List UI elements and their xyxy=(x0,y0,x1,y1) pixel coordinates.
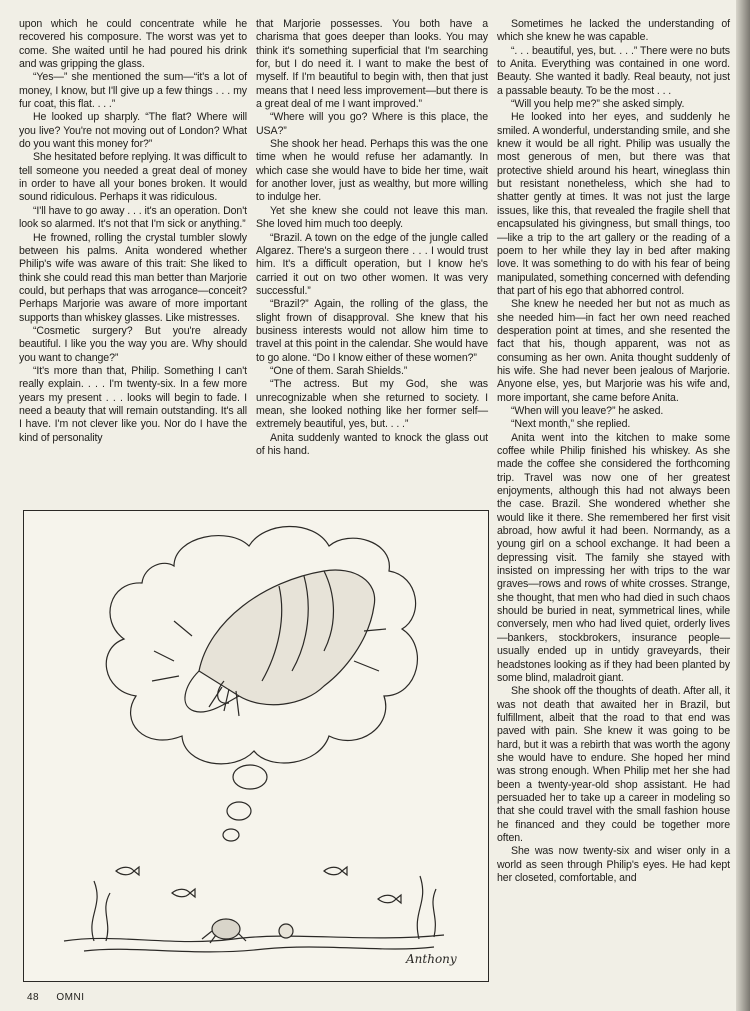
paragraph: Anita suddenly wanted to knock the glass out of his hand. xyxy=(256,431,488,457)
page-number: 48 xyxy=(27,992,40,1003)
paragraph: “Brazil. A town on the edge of the jungle called Algarez. There's a surgeon there . . . I would trust him. It's a difficult operation, but I know he's carried it out on two other women. It was very successful.” xyxy=(256,231,488,297)
illustration-hermit-crab-dream xyxy=(23,510,489,982)
thought-bubble xyxy=(227,802,251,820)
paragraph: She shook her head. Perhaps this was the one time when he would refuse her adamantly. In which case she would have to bide her time, wait for another lover, just as wealthy, but more willing to indulge her. xyxy=(256,138,488,204)
paragraph: “Yes—” she mentioned the sum—“it's a lot of money, I know, but I'll give up a few things . . . my fur coat, this flat. . . .” xyxy=(19,71,247,111)
thought-bubble xyxy=(223,829,239,841)
magazine-name: OMNI xyxy=(56,992,85,1003)
hermit-crab-drawing xyxy=(202,919,293,943)
paragraph: He looked up sharply. “The flat? Where will you live? You're not moving out of London? What do you want this money for?” xyxy=(19,111,247,151)
thought-bubble xyxy=(233,765,267,789)
paragraph: She knew he needed her but not as much as she needed him—in fact her own need reached desperation point at times, and she resented the fact that his, though apparent, was not as consuming as her own. Anita thought suddenly of his wife. She had never been jealous of Marjorie. Anyone else, yes, but Marjorie was his wife and, more important, she came before Anita. xyxy=(497,298,730,404)
paragraph: “The actress. But my God, she was unrecognizable when she returned to society. I mean, she looked nothing like her former self—extremely beautiful, yes, but. . . .” xyxy=(256,378,488,431)
folio xyxy=(27,992,99,1003)
paragraph: that Marjorie possesses. You both have a charisma that goes deeper than looks. You may think it's something superficial that I'm searching for, but I do need it. I want to make the best of myself. If I'm beautiful to begin with, then that just means that I need less improvement—but there is a great deal of me I want improved.” xyxy=(256,18,488,111)
ground-line xyxy=(64,935,444,942)
text-column-1 xyxy=(19,18,247,445)
paragraph: “When will you leave?” he asked. xyxy=(511,404,664,417)
paragraph: She hesitated before replying. It was difficult to tell someone you needed a great deal of money in order to have all your bones broken. It would sound ridiculous. Perhaps it was ridiculous. xyxy=(19,151,247,204)
paragraph: “Brazil?” Again, the rolling of the glass, the slight frown of disapproval. She knew that his business interests would not allow him time to travel at this point in the calendar. She would have to go alone. “Do I know either of these women?” xyxy=(256,298,488,364)
paragraph: “Will you help me?” she asked simply. xyxy=(511,98,685,111)
illustration-drawing xyxy=(24,511,488,981)
paragraph: “Where will you go? Where is this place, the USA?” xyxy=(256,111,488,137)
page-edge xyxy=(736,0,750,1011)
seaweed-drawings xyxy=(92,876,436,941)
paragraph: Yet she knew she could not leave this man. She loved him much too deeply. xyxy=(256,204,488,231)
conch-shell-drawing xyxy=(152,570,386,716)
paragraph: “Next month,” she replied. xyxy=(511,418,631,431)
paragraph: “. . . beautiful, yes, but. . . .” There were no buts to Anita. Everything was contained in one word. Beauty. She wanted it badly. Real beauty, not just a passable beauty. To be the most . . . xyxy=(497,44,730,97)
paragraph: She shook off the thoughts of death. After all, it was not death that awaited her in Brazil, but fulfillment, albeit that the road to that end was paved with pain. She knew it was going to be hard, but it was a rebirth that was worth the agony she would have to endure. She hoped her mind was strong enough. When Philip met her she had been a twenty-year-old shop assistant. He had persuaded her to take up a career in modeling so that she could travel with the small fashion house he financed and they could be together more often. xyxy=(497,685,730,844)
paragraph: He looked into her eyes, and suddenly he smiled. A wonderful, understanding smile, and she knew it would be all right. Philip was usually the most generous of men, but there was that protective shield around his heart, wineglass thin but resistant nonetheless, which she had to shatter gently at times. It was not just the large issues, like this, that revealed the fragile shell that encapsulated his givingness, but small things, too—like a trip to the art gallery or the reading of a poem to her while they lay in bed after making love. It was something to do with his fear of being manipulated, something concerned with defending that part of his ego that abhorred control. xyxy=(497,111,730,297)
paragraph: “Cosmetic surgery? But you're already beautiful. I like you the way you are. Why should you want to change?” xyxy=(19,324,247,364)
text-column-2 xyxy=(256,18,488,458)
paragraph: “It's more than that, Philip. Something I can't really explain. . . . I'm twenty-six. In a few more years my present . . . looks will begin to fade. I need a beauty that will remain outstanding. It's all I have. I'm not clever like you. Nor do I have the kind of personality xyxy=(19,364,247,444)
paragraph: Anita went into the kitchen to make some coffee while Philip finished his whiskey. As she made the coffee she considered the forthcoming trip. Travel was now one of her greatest enjoyments, although this had not always been the case. Brazil. She wondered whether she would like it there. She remembered her first visit abroad, how awful it had been. Normandy, as a young girl on a school exchange. It had been a depressing visit. The family she stayed with insisted on impressing her with trips to the war graves—rows and rows of white crosses. Strange, she thought, that men who had died in such chaos should be buried in neat, symmetrical lines, while conversely, men who had lived quiet, orderly lives—bankers, stockbrokers, insurance people—usually ended up in untidy graveyards, their headstones looking as if they had been planted by some blind, maladroit giant. xyxy=(497,431,730,684)
paragraph: upon which he could concentrate while he recovered his composure. The worst was yet to come. She waited until he had poured his drink and was gripping the glass. xyxy=(19,18,247,71)
paragraph: “One of them. Sarah Shields.” xyxy=(270,364,408,377)
fish-drawings xyxy=(116,867,401,903)
paragraph: “I'll have to go away . . . it's an operation. Don't look so alarmed. It's not that I'm sick or anything.” xyxy=(19,204,247,231)
text-column-3 xyxy=(497,18,730,885)
paragraph: She was now twenty-six and wiser only in a world as seen through Philip's eyes. He had kept her closeted, comfortable, and xyxy=(497,845,730,884)
paragraph: Sometimes he lacked the understanding of which she knew he was capable. xyxy=(497,18,730,44)
artist-signature: Anthony xyxy=(406,952,457,966)
paragraph: He frowned, rolling the crystal tumbler slowly between his palms. Anita wondered whether Philip's wife was aware of this trait: She liked to think she could read this man better than Marjorie could, but perhaps that was arrogance—conceit? Perhaps Marjorie was aware of more important supports than whiskey glasses. Like mistresses. xyxy=(19,231,247,324)
